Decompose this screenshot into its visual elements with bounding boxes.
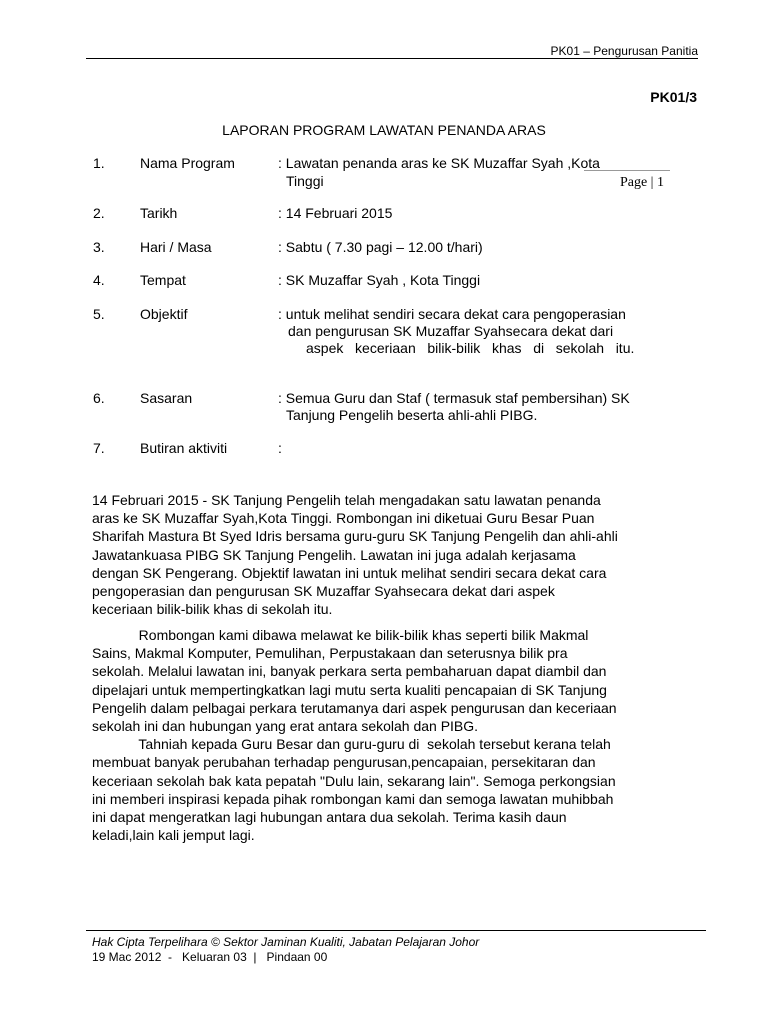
row-value-line: : SK Muzaffar Syah , Kota Tinggi (278, 272, 481, 288)
footer-divider (86, 930, 706, 931)
paragraph-line: Pengelih dalam pelbagai perkara terutamanya dari aspek pengurusan dan keceriaan (92, 699, 617, 716)
header-divider (86, 58, 698, 59)
row-number: 3. (93, 239, 105, 255)
paragraph-line: ini memberi inspirasi kepada pihak rombongan kami dan semoga lawatan muhibbah (92, 790, 614, 807)
row-label-objektif: Objektif (140, 306, 188, 322)
paragraph-line: Jawatankuasa PIBG SK Tanjung Pengelih. Lawatan ini juga adalah kerjasama (92, 546, 576, 563)
paragraph-line: keladi,lain kali jemput lagi. (92, 827, 255, 844)
row-value-line: : untuk melihat sendiri secara dekat cara pengoperasian (278, 306, 626, 322)
document-title: LAPORAN PROGRAM LAWATAN PENANDA ARAS (222, 122, 546, 138)
row-number: 1. (93, 155, 105, 171)
row-value-line: dan pengurusan SK Muzaffar Syahsecara dekat dari (288, 323, 614, 339)
row-label-tarikh: Tarikh (140, 205, 178, 221)
paragraph-line: ini dapat mengeratkan lagi hubungan antara dua sekolah. Terima kasih daun (92, 809, 567, 826)
row-number: 2. (93, 205, 105, 221)
row-value-line: : 14 Februari 2015 (278, 205, 393, 221)
row-value-line: Tinggi (286, 173, 324, 189)
footer-revision: 19 Mac 2012 - Keluaran 03 | Pindaan 00 (92, 950, 328, 964)
row-number: 5. (93, 306, 105, 322)
paragraph-line: aras ke SK Muzaffar Syah,Kota Tinggi. Rombongan ini diketuai Guru Besar Puan (92, 510, 595, 527)
footer-copyright: Hak Cipta Terpelihara © Sektor Jaminan Kualiti, Jabatan Pelajaran Johor (92, 935, 480, 949)
row-value-line: : Lawatan penanda aras ke SK Muzaffar Syah ,Kota (278, 155, 600, 171)
paragraph-line: Tahniah kepada Guru Besar dan guru-guru di sekolah tersebut kerana telah (92, 736, 611, 753)
paragraph-line: sekolah ini dan hubungan yang erat antara sekolah dan PIBG. (92, 718, 479, 735)
row-label-hari-masa: Hari / Masa (140, 239, 212, 255)
page-number: Page | 1 (619, 175, 664, 190)
row-value-line: : Sabtu ( 7.30 pagi – 12.00 t/hari) (278, 239, 483, 255)
row-value-line: Tanjung Pengelih beserta ahli-ahli PIBG. (286, 407, 538, 423)
paragraph-line: membuat banyak perubahan terhadap pengurusan,pencapaian, persekitaran dan (92, 754, 596, 771)
paragraph-line: Rombongan kami dibawa melawat ke bilik-bilik khas seperti bilik Makmal (92, 627, 589, 643)
paragraph-line: keceriaan bilik-bilik khas di sekolah itu. (92, 601, 333, 618)
page-number-box (584, 170, 670, 193)
paragraph-line: 14 Februari 2015 - SK Tanjung Pengelih telah mengadakan satu lawatan penanda (92, 492, 601, 508)
row-label-tempat: Tempat (140, 272, 186, 288)
document-code: PK01/3 (650, 89, 697, 105)
paragraph-line: dengan SK Pengerang. Objektif lawatan ini untuk melihat sendiri secara dekat cara (92, 564, 607, 581)
paragraph-line: sekolah. Melalui lawatan ini, banyak perkara serta pembaharuan dapat diambil dan (92, 663, 607, 680)
body-paragraph-1 (92, 491, 692, 618)
paragraph-line: Sains, Makmal Komputer, Pemulihan, Perpustakaan dan seterusnya bilik pra (92, 645, 568, 662)
row-number: 4. (93, 272, 105, 288)
row-value-line: : (278, 440, 282, 456)
row-value-line: : Semua Guru dan Staf ( termasuk staf pembersihan) SK (278, 390, 630, 406)
header-text: PK01 – Pengurusan Panitia (550, 44, 698, 58)
row-label-butiran-aktiviti: Butiran aktiviti (140, 440, 228, 456)
row-value-line: aspek keceriaan bilik-bilik khas di sekolah itu. (306, 340, 635, 356)
row-label-nama-program: Nama Program (140, 155, 235, 171)
row-number: 7. (93, 440, 105, 456)
row-label-sasaran: Sasaran (140, 390, 193, 406)
body-paragraph-2 (92, 626, 692, 844)
paragraph-line: dipelajari untuk mempertingkatkan lagi mutu serta kualiti pencapaian di SK Tanjung (92, 681, 607, 698)
paragraph-line: pengoperasian dan pengurusan SK Muzaffar Syahsecara dekat dari aspek (92, 583, 555, 600)
row-number: 6. (93, 390, 105, 406)
paragraph-line: keceriaan sekolah bak kata pepatah "Dulu lain, sekarang lain". Semoga perkongsian (92, 772, 616, 789)
paragraph-line: Sharifah Mastura Bt Syed Idris bersama guru-guru SK Tanjung Pengelih dan ahli-ahli (92, 528, 618, 545)
